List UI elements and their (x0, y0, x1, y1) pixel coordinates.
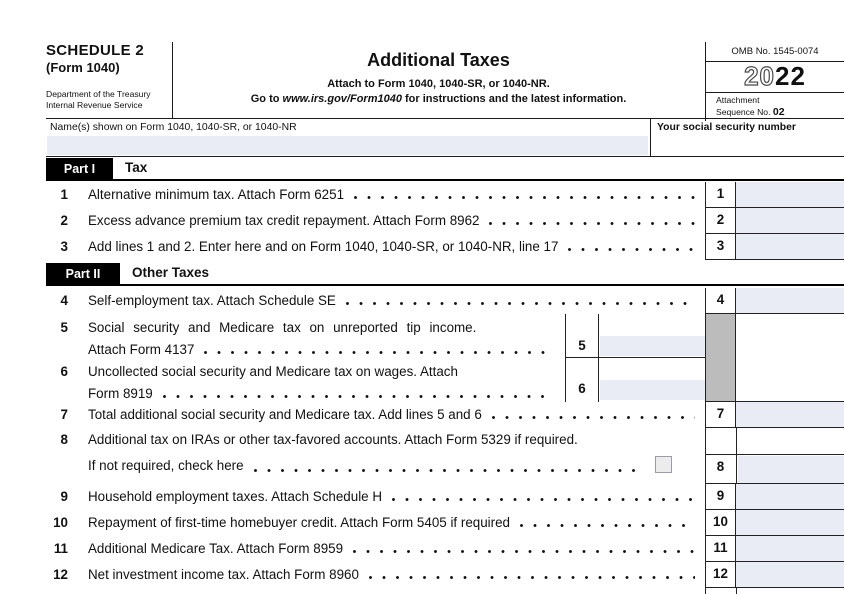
line1-amount-field[interactable] (736, 182, 844, 208)
line3-number: 3 (60, 239, 68, 254)
line7-number: 7 (60, 407, 68, 422)
line12-box-number: 12 (705, 562, 736, 588)
line4-label: Self-employment tax. Attach Schedule SE (88, 293, 336, 308)
line6-box-number: 6 (578, 381, 586, 396)
row-line10 (46, 510, 844, 536)
goto-suffix: for instructions and the latest information. (401, 93, 627, 105)
line3-label: Add lines 1 and 2. Enter here and on Form 1040, 1040-SR, or 1040-NR, line 17 (88, 239, 559, 254)
next-row-vline-mid (736, 588, 737, 594)
row-line9 (46, 484, 844, 510)
dot-leader (369, 576, 695, 579)
row-line4 (46, 288, 844, 314)
schedule-title: SCHEDULE 2 (46, 42, 145, 59)
part2-bar (46, 263, 844, 286)
name-label: Name(s) shown on Form 1040, 1040-SR, or 1040-NR (50, 122, 297, 133)
line3-box-number: 3 (705, 234, 736, 260)
attach-instruction: Attach to Form 1040, 1040-SR, or 1040-NR. (327, 78, 550, 90)
part1-bar (46, 158, 844, 181)
row-line3 (46, 234, 844, 260)
page-title: Additional Taxes (367, 50, 510, 70)
header-bottom-rule (46, 118, 844, 119)
attachment-label: Attachment (716, 95, 760, 105)
dot-leader (392, 498, 695, 501)
line6-label-1: Uncollected social security and Medicare tax on wages. Attach (88, 364, 458, 379)
line5-number: 5 (60, 320, 68, 335)
entry-box-divider (598, 314, 599, 402)
line2-label: Excess advance premium tax credit repayment. Attach Form 8962 (88, 213, 480, 228)
form-number: (Form 1040) (46, 60, 120, 75)
line8-number: 8 (60, 432, 68, 447)
name-input[interactable] (47, 136, 648, 155)
line8-box-number: 8 (716, 459, 725, 474)
part2-title: Other Taxes (132, 265, 210, 280)
line1-box-number: 1 (705, 182, 736, 208)
dept-line1: Department of the Treasury (46, 89, 151, 99)
line10-box-number: 10 (705, 510, 736, 536)
attachment-sequence (706, 93, 844, 121)
sequence-number: 02 (772, 105, 785, 118)
dot-leader (489, 222, 695, 225)
department-lines (46, 89, 170, 110)
line1-number: 1 (60, 187, 68, 202)
line9-amount-field[interactable] (736, 484, 844, 510)
line12-number: 12 (53, 567, 68, 582)
entry-box-midline (566, 357, 705, 358)
line10-amount-field[interactable] (736, 510, 844, 536)
line9-box-number: 9 (705, 484, 736, 510)
part1-title: Tax (125, 160, 148, 175)
line12-label: Net investment income tax. Attach Form 8960 (88, 567, 359, 582)
dot-leader (204, 351, 550, 354)
part2-label: Part II (46, 263, 120, 284)
omb-number: OMB No. 1545-0074 (706, 42, 844, 62)
dept-line2: Internal Revenue Service (46, 99, 143, 110)
sequence-label: Sequence No. (716, 106, 773, 117)
line9-number: 9 (60, 489, 68, 504)
tax-year (706, 62, 844, 93)
part1-label: Part I (46, 158, 113, 179)
row-line2 (46, 208, 844, 234)
line11-box-number: 11 (705, 536, 736, 562)
line10-number: 10 (53, 515, 68, 530)
dot-leader (354, 196, 695, 199)
line8-label-1: Additional tax on IRAs or other tax-favored accounts. Attach Form 5329 if required. (88, 432, 578, 447)
line5-box-number: 5 (578, 338, 586, 353)
line8-amount-field[interactable] (738, 456, 844, 483)
line5-amount-field[interactable] (600, 336, 705, 356)
line4-number: 4 (60, 293, 68, 308)
year-bold-digits: 22 (775, 61, 806, 91)
form-id-block (46, 42, 170, 110)
omb-year-block (705, 42, 844, 121)
row-line1 (46, 182, 844, 208)
line6-label-2: Form 8919 (88, 386, 560, 401)
line6-amount-field[interactable] (600, 380, 705, 400)
line12-amount-field[interactable] (736, 562, 844, 588)
line2-box-number: 2 (705, 208, 736, 234)
line2-number: 2 (60, 213, 68, 228)
line7-amount-field[interactable] (736, 402, 844, 428)
line6-number: 6 (60, 364, 68, 379)
line11-amount-field[interactable] (736, 536, 844, 562)
dot-leader (568, 248, 695, 251)
line5-label-1: Social security and Medicare tax on unreported tip income. (88, 320, 477, 335)
line10-label: Repayment of first-time homebuyer credit. Attach Form 5405 if required (88, 515, 510, 530)
line11-label: Additional Medicare Tax. Attach Form 8959 (88, 541, 344, 556)
lines-5-6-entry-box (565, 314, 706, 402)
ssn-label: Your social security number (657, 122, 796, 133)
dot-leader (346, 302, 695, 305)
name-row-bottom-rule (46, 156, 844, 157)
line3-amount-field[interactable] (736, 234, 844, 260)
line1-label: Alternative minimum tax. Attach Form 6251 (88, 187, 345, 202)
row-line7 (46, 402, 844, 428)
form-title-block (172, 50, 705, 105)
line4-box-number: 4 (705, 288, 736, 314)
row8-vline-left (705, 428, 706, 484)
goto-prefix: Go to (250, 93, 283, 105)
dot-leader (492, 416, 695, 419)
dot-leader (520, 524, 695, 527)
row-line11 (46, 536, 844, 562)
line11-number: 11 (53, 541, 68, 556)
goto-instruction (172, 93, 705, 105)
shaded-number-column (705, 314, 736, 402)
line7-box-number: 7 (705, 402, 736, 428)
name-ssn-divider (650, 118, 651, 156)
line4-amount-field[interactable] (736, 288, 844, 314)
line9-label: Household employment taxes. Attach Schedule H (88, 489, 383, 504)
line5-label-2: Attach Form 4137 (88, 342, 560, 357)
next-row-vline-left (705, 588, 706, 594)
line8-label-2: If not required, check here (88, 458, 672, 473)
row-8-region (46, 428, 844, 484)
row-line12 (46, 562, 844, 588)
dot-leader (254, 469, 645, 472)
year-outline-digits: 20 (744, 61, 775, 91)
dot-leader (353, 550, 695, 553)
ssn-input[interactable] (652, 136, 842, 155)
line2-amount-field[interactable] (736, 208, 844, 234)
line7-label: Total additional social security and Medicare tax. Add lines 5 and 6 (88, 407, 482, 422)
dot-leader (163, 395, 550, 398)
line8-checkbox[interactable] (655, 456, 672, 473)
rows-5-6-region (46, 314, 844, 402)
irs-url-link[interactable]: www.irs.gov/Form1040 (282, 93, 402, 105)
